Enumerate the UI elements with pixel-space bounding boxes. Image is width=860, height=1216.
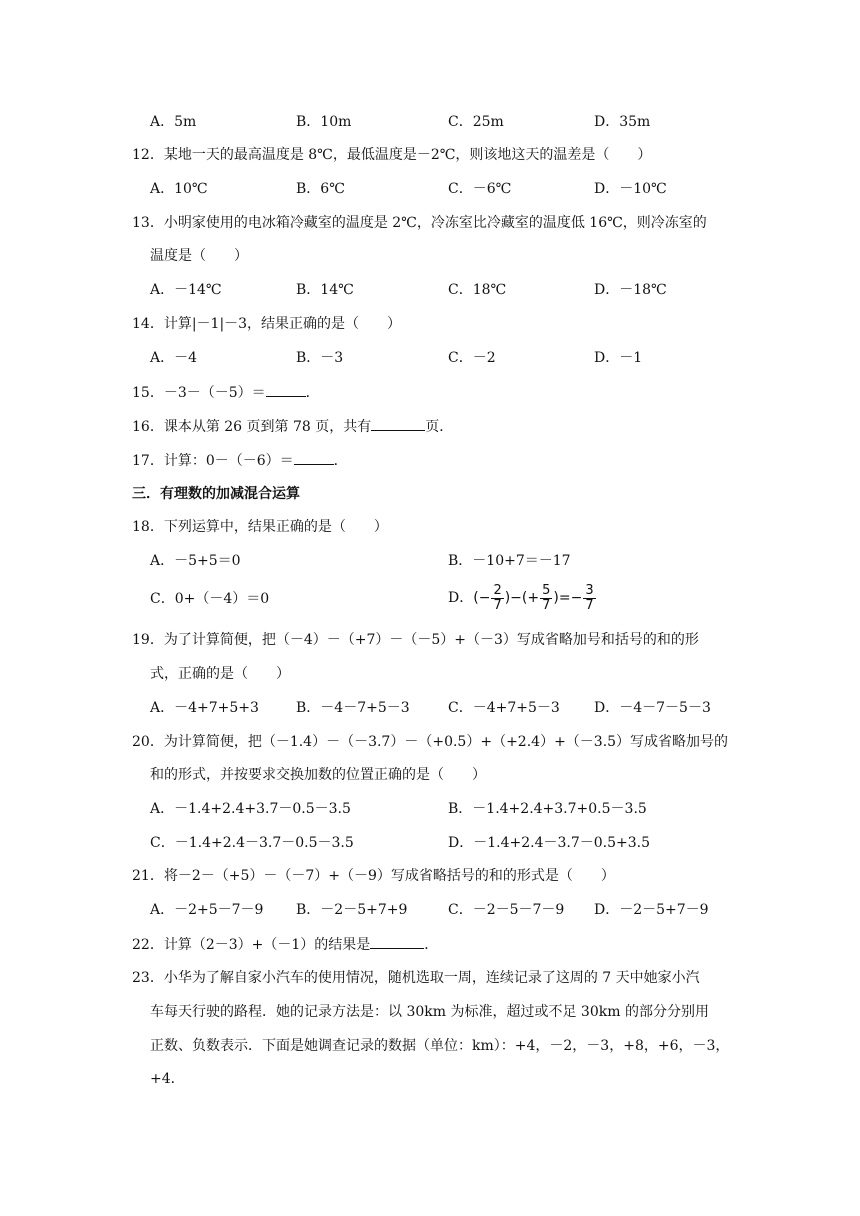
- q18-option-c: C．0+（－4）＝0: [150, 591, 270, 607]
- q12-option-c: C．－6℃: [448, 181, 512, 197]
- q23-line3: 正数、负数表示．下面是她调查记录的数据（单位：km）：+4，－2，－3，+8，+6，－3，: [150, 1038, 730, 1054]
- q12-stem: 12．某地一天的最高温度是 8℃，最低温度是－2℃，则该地这天的温差是（ ）: [132, 147, 652, 163]
- q20-stem-line2: 和的形式，并按要求交换加数的位置正确的是（ ）: [150, 767, 486, 783]
- q20-option-c: C．－1.4+2.4－3.7－0.5－3.5: [150, 835, 354, 851]
- q13-option-c: C．18℃: [448, 282, 507, 298]
- q13-stem-line2: 温度是（ ）: [150, 248, 248, 264]
- q15-stem: 15．－3－（－5）＝: [132, 385, 266, 401]
- q16-end: 页．: [425, 419, 454, 435]
- q17-end: ．: [333, 453, 348, 469]
- q18-option-a: A．－5+5＝0: [150, 553, 241, 569]
- q19-option-d: D．－4－7－5－3: [594, 700, 711, 716]
- q21-option-a: A．－2+5－7－9: [150, 902, 264, 918]
- q12-option-a: A．10℃: [150, 181, 208, 197]
- q21-option-b: B．－2－5+7+9: [296, 902, 408, 918]
- operator: )−(+: [504, 590, 540, 606]
- q18-stem: 18．下列运算中，结果正确的是（ ）: [132, 519, 388, 535]
- q17: [132, 450, 348, 471]
- fraction-denominator: 7: [585, 597, 594, 613]
- fraction-numerator: 3: [585, 582, 594, 598]
- q14-option-a: A．－4: [150, 350, 198, 366]
- fraction: [583, 584, 595, 613]
- q22: [132, 934, 438, 955]
- q11-option-c: C．25m: [448, 114, 504, 130]
- q15-end: ．: [305, 385, 320, 401]
- q19-stem-line1: 19．为了计算简便，把（－4）－（+7）－（－5）+（－3）写成省略加号和括号的和的形: [132, 632, 699, 648]
- q18-option-d-label: D．: [448, 590, 474, 606]
- fraction-numerator: 2: [493, 582, 502, 598]
- q22-end: ．: [424, 937, 439, 953]
- q14-option-d: D．－1: [594, 350, 643, 366]
- q16: [132, 416, 453, 437]
- q19-option-b: B．－4－7+5－3: [296, 700, 410, 716]
- q20-option-b: B．－1.4+2.4+3.7+0.5－3.5: [448, 801, 647, 817]
- q22-stem: 22．计算（2－3）+（－1）的结果是: [132, 937, 371, 953]
- q20-option-a: A．－1.4+2.4+3.7－0.5－3.5: [150, 801, 351, 817]
- q14-option-c: C．－2: [448, 350, 496, 366]
- q20-stem-line1: 20．为计算简便，把（－1.4）－（－3.7）－（+0.5）+（+2.4）+（－3.5）写成省略加号的: [132, 734, 729, 750]
- q17-stem: 17．计算：0－（－6）＝: [132, 453, 294, 469]
- q13-option-b: B．14℃: [296, 282, 354, 298]
- q14-stem: 14．计算|－1|－3，结果正确的是（ ）: [132, 316, 402, 332]
- q16-stem: 16．课本从第 26 页到第 78 页，共有: [132, 419, 372, 435]
- q15-answer-blank[interactable]: [266, 382, 306, 397]
- q23-line1: 23．小华为了解自家小汽车的使用情况，随机选取一周，连续记录了这周的 7 天中她家小汽: [132, 970, 700, 986]
- q19-option-c: C．－4+7+5－3: [448, 700, 560, 716]
- paren-open: (−: [473, 590, 491, 606]
- q18-option-d: [448, 580, 597, 616]
- q11-option-a: A．5m: [150, 114, 197, 130]
- q21-stem: 21．将－2－（+5）－（－7）+（－9）写成省略括号的和的形式是（ ）: [132, 868, 615, 884]
- q21-option-c: C．－2－5－7－9: [448, 902, 565, 918]
- operator: )=−: [553, 590, 583, 606]
- q21-option-d: D．－2－5+7－9: [594, 902, 709, 918]
- fraction-denominator: 7: [542, 597, 551, 613]
- q23-line4: +4．: [150, 1071, 185, 1087]
- q12-option-b: B．6℃: [296, 181, 345, 197]
- q19-option-a: A．－4+7+5+3: [150, 700, 259, 716]
- q23-line2: 车每天行驶的路程．她的记录方法是：以 30km 为标准，超过或不足 30km 的部分分别用: [150, 1004, 709, 1020]
- fraction: [491, 584, 503, 613]
- section-heading: 三．有理数的加减混合运算: [132, 486, 300, 502]
- q18-option-b: B．－10+7＝－17: [448, 553, 571, 569]
- q16-answer-blank[interactable]: [371, 416, 425, 431]
- q22-answer-blank[interactable]: [370, 934, 424, 949]
- q15: [132, 382, 320, 403]
- q13-option-d: D．－18℃: [594, 282, 667, 298]
- q13-option-a: A．－14℃: [150, 282, 222, 298]
- q14-option-b: B．－3: [296, 350, 344, 366]
- fraction-denominator: 7: [493, 597, 502, 613]
- q19-stem-line2: 式，正确的是（ ）: [150, 666, 290, 682]
- q20-option-d: D．－1.4+2.4－3.7－0.5+3.5: [448, 835, 651, 851]
- q11-option-d: D．35m: [594, 114, 651, 130]
- fraction: [540, 584, 552, 613]
- q17-answer-blank[interactable]: [294, 450, 334, 465]
- fraction-numerator: 5: [542, 582, 551, 598]
- q13-stem-line1: 13．小明家使用的电冰箱冷藏室的温度是 2℃，冷冻室比冷藏室的温度低 16℃，则冷冻室的: [132, 215, 707, 231]
- q12-option-d: D．－10℃: [594, 181, 667, 197]
- q11-option-b: B．10m: [296, 114, 352, 130]
